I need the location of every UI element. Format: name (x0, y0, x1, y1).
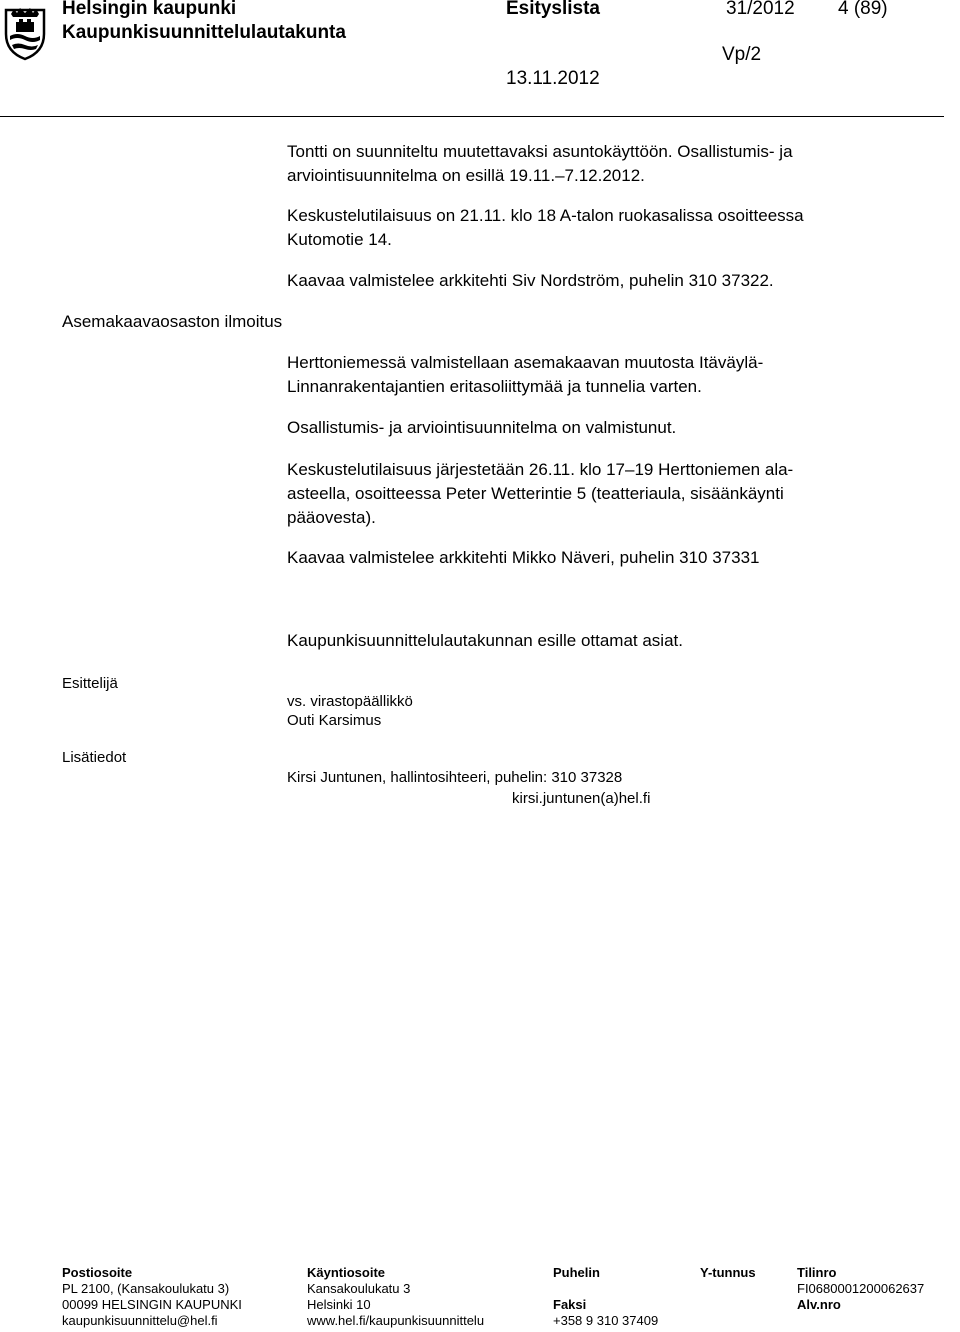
footer-line: Helsinki 10 (307, 1297, 371, 1312)
footer-line: FI0680001200062637 (797, 1281, 925, 1296)
document-type: Esityslista (506, 0, 600, 19)
text-line: Keskustelutilaisuus on 21.11. klo 18 A-talon ruokasalissa osoitteessa (287, 206, 804, 225)
footer-phone (553, 1265, 658, 1329)
presenter-title: vs. virastopäällikkö (287, 693, 413, 710)
footer-email-link[interactable]: kaupunkisuunnittelu@hel.fi (62, 1313, 218, 1328)
document-number: 31/2012 (726, 0, 795, 19)
board-name: Kaupunkisuunnittelulautakunta (62, 22, 346, 43)
paragraph-board-items (287, 629, 937, 653)
presenter-label: Esittelijä (62, 675, 118, 692)
footer-account (797, 1265, 924, 1313)
footer-heading: Tilinro (797, 1265, 837, 1280)
footer-postal-address (62, 1265, 242, 1329)
footer-business-id (700, 1265, 756, 1281)
text-line: Herttoniemessä valmistellaan asemakaavan muutosta Itäväylä- (287, 353, 764, 372)
paragraph-plot-description (287, 140, 937, 188)
footer-website-link[interactable]: www.hel.fi/kaupunkisuunnittelu (307, 1313, 485, 1328)
text-line: Osallistumis- ja arviointisuunnitelma on valmistunut. (287, 418, 677, 437)
text-line: Kaupunkisuunnittelulautakunnan esille ottamat asiat. (287, 631, 683, 650)
text-line: Tontti on suunniteltu muutettavaksi asuntokäyttöön. Osallistumis- ja (287, 142, 793, 161)
footer-heading: Käyntiosoite (307, 1265, 386, 1280)
text-line: Linnanrakentajantien eritasoliittymää ja tunnelia varten. (287, 377, 702, 396)
footer-visiting-address (307, 1265, 484, 1329)
helsinki-crest-icon (2, 4, 48, 62)
footer-line-empty (553, 1281, 658, 1297)
paragraph-planner-2 (287, 546, 937, 570)
paragraph-discussion-event-2 (287, 458, 937, 530)
header-divider (0, 116, 944, 117)
paragraph-discussion-event-1 (287, 204, 937, 252)
side-label-announcement: Asemakaavaosaston ilmoitus (62, 312, 283, 331)
footer-line: 00099 HELSINGIN KAUPUNKI (62, 1297, 242, 1312)
text-line: Kaavaa valmistelee arkkitehti Mikko Näveri, puhelin 310 37331 (287, 548, 760, 567)
text-line: Kutomotie 14. (287, 230, 392, 249)
footer-subheading: Faksi (553, 1297, 587, 1312)
paragraph-planner-1 (287, 269, 937, 293)
section-code: Vp/2 (722, 44, 762, 65)
page-number: 4 (89) (838, 0, 888, 19)
meeting-date: 13.11.2012 (506, 68, 600, 89)
contact-person: Kirsi Juntunen, hallintosihteeri, puhelin: 310 37328 (287, 769, 623, 786)
footer-heading: Postiosoite (62, 1265, 133, 1280)
footer-line: Kansakoulukatu 3 (307, 1281, 411, 1296)
footer-subheading: Alv.nro (797, 1297, 841, 1312)
text-line: pääovesta). (287, 508, 376, 527)
text-line: arviointisuunnitelma on esillä 19.11.–7.12.2012. (287, 166, 645, 185)
info-label: Lisätiedot (62, 749, 127, 766)
footer-line: +358 9 310 37409 (553, 1313, 659, 1328)
presenter-name: Outi Karsimus (287, 712, 382, 729)
organization-name: Helsingin kaupunki (62, 0, 237, 19)
text-line: Kaavaa valmistelee arkkitehti Siv Nordström, puhelin 310 37322. (287, 271, 774, 290)
footer-heading: Puhelin (553, 1265, 600, 1280)
paragraph-participation-plan (287, 416, 937, 440)
footer-line: PL 2100, (Kansakoulukatu 3) (62, 1281, 230, 1296)
text-line: asteella, osoitteessa Peter Wetterintie 5 (teatteriaula, sisäänkäynti (287, 484, 784, 503)
contact-email[interactable]: kirsi.juntunen(a)hel.fi (512, 790, 651, 807)
paragraph-herttoniemi-plan (287, 351, 937, 399)
footer-heading: Y-tunnus (700, 1265, 756, 1280)
text-line: Keskustelutilaisuus järjestetään 26.11. klo 17–19 Herttoniemen ala- (287, 460, 794, 479)
